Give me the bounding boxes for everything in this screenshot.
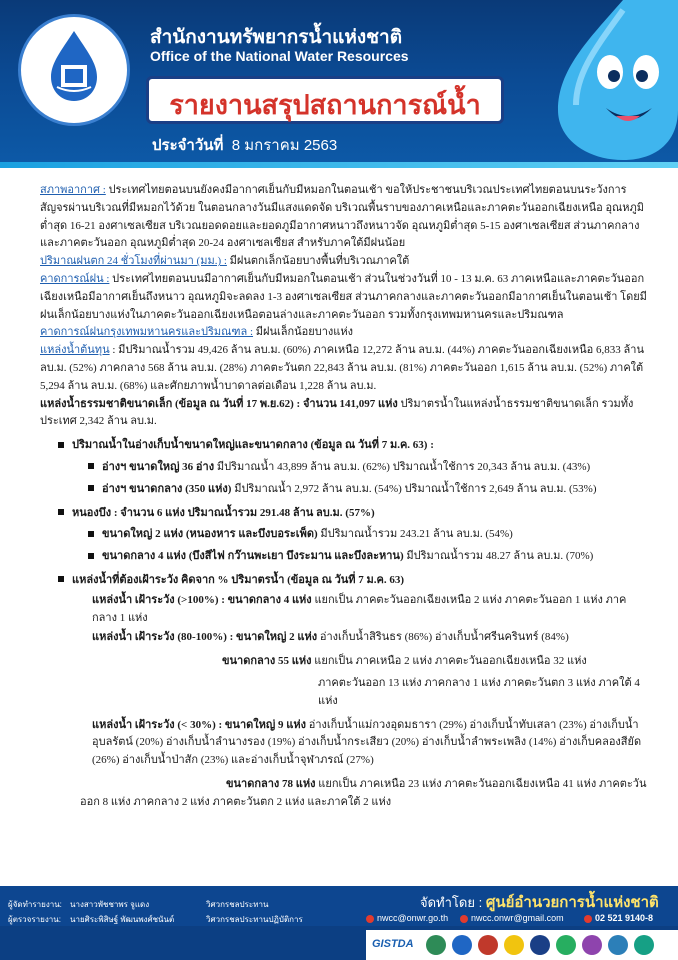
partner-logo-icon (452, 935, 472, 955)
prepared-by-label: ผู้จัดทำรายงาน: (8, 900, 62, 909)
source-water-text: : มีปริมาณน้ำรวม 49,426 ล้าน ลบ.ม. (60%) ภาคเหนือ 12,272 ล้าน ลบ.ม. (44%) ภาคตะวันออกเฉียงเหนือ 6,833 ล้าน ลบ.ม. (52%) ภาคกลาง 568 ล้าน ลบ.ม. (28%) ภาคตะวันตก 22,843 ล้าน ลบ.ม. (81%) ภาคตะวันออก 1,615 ล้าน ลบ.ม. (52%) ภาคใต้ 5,294 ล้าน ลบ.ม. (68%) และศักยภาพน้ำบาดาลต่อเดือน 1,228 ล้าน ลบ.ม. (40, 344, 644, 392)
swamp-medium-item (40, 548, 648, 566)
small-water-label: แหล่งน้ำธรรมชาติขนาดเล็ก (ข้อมูล ณ วันที่ 17 พ.ย.62) : จำนวน 141,097 แห่ง (40, 397, 398, 410)
watch-over100-label: แหล่งน้ำ เฝ้าระวัง (>100%) : ขนาดกลาง 4 แห่ง (92, 593, 312, 606)
email-icon (366, 915, 374, 923)
partner-logo-icon (478, 935, 498, 955)
partner-logos (366, 930, 678, 960)
source-water-paragraph (40, 342, 648, 395)
swamp-large-text: มีปริมาณน้ำรวม 243.21 ล้าน ลบ.ม. (54%) (317, 528, 513, 541)
watch-under30-medium-label: ขนาดกลาง 78 แห่ง (226, 777, 316, 790)
report-title-box (146, 76, 504, 124)
bkk-forecast-paragraph (40, 324, 648, 342)
water-drop-mascot-icon (528, 0, 678, 160)
org-name-thai: สำนักงานทรัพยากรน้ำแห่งชาติ (150, 27, 403, 48)
email-contact-1 (366, 913, 448, 923)
watch-80-100-medium (40, 653, 648, 671)
watch-under30-medium-text: แยกเป็น ภาคเหนือ 23 แห่ง ภาคตะวันออกเฉียงเหนือ 41 แห่ง ภาคตะวันออก 8 แห่ง ภาคกลาง 2 แห่ง ภาคตะวันตก 2 แห่ง และภาคใต้ 2 แห่ง (80, 777, 647, 808)
watch-80-100-medium-text: แยกเป็น ภาคเหนือ 2 แห่ง ภาคตะวันออกเฉียงเหนือ 32 แห่ง (311, 655, 587, 668)
org-name: ศูนย์อำนวยการน้ำแห่งชาติ (485, 894, 659, 911)
weather-paragraph (40, 182, 648, 253)
email-contact-2 (460, 913, 564, 923)
report-header (0, 0, 678, 168)
watch-under30-medium (40, 776, 648, 812)
square-bullet-icon (58, 442, 64, 448)
checked-by-label: ผู้ตรวจรายงาน: (8, 915, 61, 924)
reservoir-medium-item (40, 481, 648, 499)
email-icon (460, 915, 468, 923)
phone-icon (584, 915, 592, 923)
onwr-logo (18, 14, 130, 126)
partner-logo-icon (582, 935, 602, 955)
prepared-by-role: วิศวกรชลประทาน (206, 900, 269, 909)
org-name-english: Office of the National Water Resources (150, 48, 409, 64)
reservoir-large-text: มีปริมาณน้ำ 43,899 ล้าน ลบ.ม. (62%) ปริมาณน้ำใช้การ 20,343 ล้าน ลบ.ม. (43%) (214, 460, 591, 473)
partner-logo-icon (504, 935, 524, 955)
date-value: 8 มกราคม 2563 (231, 137, 338, 154)
bullet-reservoirs (40, 437, 648, 455)
watch-under30 (40, 717, 648, 770)
watch-under30-label: แหล่งน้ำ เฝ้าระวัง (< 30%) : ขนาดใหญ่ 9 แห่ง (92, 718, 306, 731)
forecast-text: ประเทศไทยตอนบนมีอากาศเย็นกับมีหมอกในตอนเช้า ส่วนในช่วงวันที่ 10 - 13 ม.ค. 63 ภาคเหนือและภาคตะวันออกเฉียงเหนือมีอากาศเย็นถึงหนาว อุณหภูมิจะลดลง 1-3 องศาเซลเซียส ส่วนภาคกลางและภาคตะวันออกมีอากาศเย็นในตอนเช้า โดยมีฝนเล็กน้อยบางแห่งในภาคตะวันออกเฉียงเหนือตอนล่างและภาคตะวันออก รวมทั้งกรุงเทพมหานครและปริมณฑล (40, 272, 647, 321)
footer-org (420, 890, 659, 914)
partner-logo-icon (608, 935, 628, 955)
rain24-paragraph (40, 253, 648, 271)
bullet-watch (40, 572, 648, 590)
bkk-forecast-label: คาดการณ์ฝนกรุงเทพมหานครและปริมณฑล : (40, 326, 254, 339)
email2-text: nwcc.onwr@gmail.com (471, 913, 564, 923)
phone-text: 02 521 9140-8 (595, 913, 654, 923)
swamp-large-item (40, 526, 648, 544)
watch-over100 (40, 592, 648, 628)
partner-logo-icon (634, 935, 654, 955)
gistda-logo: GISTDA (372, 938, 414, 950)
partner-logo-icon (426, 935, 446, 955)
weather-label: สภาพอากาศ : (40, 184, 106, 196)
swamp-medium-label: ขนาดกลาง 4 แห่ง (บึงสีไฟ กว๊านพะเยา บึงระมาน และบึงละหาน) (102, 550, 404, 563)
phone-contact (584, 913, 653, 923)
square-bullet-icon (58, 576, 64, 582)
prepared-by-name: นางสาวพัชชาพร จูแดง (70, 900, 150, 909)
checked-by-role: วิศวกรชลประทานปฏิบัติการ (206, 915, 303, 924)
reservoir-large-label: อ่างฯ ขนาดใหญ่ 36 อ่าง (102, 460, 215, 473)
watch-80-100-label: แหล่งน้ำ เฝ้าระวัง (80-100%) : ขนาดใหญ่ 2 แห่ง (92, 631, 318, 644)
date-label: ประจำวันที่ (152, 137, 224, 154)
swamp-medium-text: มีปริมาณน้ำรวม 48.27 ล้าน ลบ.ม. (70%) (403, 550, 594, 563)
source-water-label: แหล่งน้ำต้นทุน (40, 344, 110, 357)
report-footer (0, 886, 678, 960)
watch-over100-text: แยกเป็น ภาคตะวันออกเฉียงเหนือ 2 แห่ง ภาคตะวันออก 1 แห่ง ภาคกลาง 1 แห่ง (92, 593, 627, 624)
square-bullet-icon (88, 485, 94, 491)
report-title: รายงานสรุปสถานการณ์น้ำ (169, 90, 481, 120)
report-date (152, 133, 337, 157)
org-prefix: จัดทำโดย : (420, 895, 483, 910)
reservoir-medium-label: อ่างฯ ขนาดกลาง (350 แห่ง) (102, 482, 232, 495)
small-water-text: ปริมาตรน้ำในแหล่งน้ำธรรมชาติขนาดเล็ก รวมทั้งประเทศ 2,342 ล้าน ลบ.ม. (40, 397, 634, 428)
email1-text: nwcc@onwr.go.th (377, 913, 449, 923)
square-bullet-icon (58, 509, 64, 515)
square-bullet-icon (88, 463, 94, 469)
watch-80-100 (40, 629, 648, 647)
watch-80-100-medium-cont (40, 675, 648, 711)
forecast-label: คาดการณ์ฝน : (40, 272, 110, 285)
reservoir-large-item (40, 459, 648, 477)
partner-logo-icon (530, 935, 550, 955)
reservoir-medium-text: มีปริมาณน้ำ 2,972 ล้าน ลบ.ม. (54%) ปริมาณน้ำใช้การ 2,649 ล้าน ลบ.ม. (53%) (231, 482, 597, 495)
rain24-label: ปริมาณฝนตก 24 ชั่วโมงที่ผ่านมา (มม.) : (40, 255, 227, 268)
weather-text: ประเทศไทยตอนบนยังคงมีอากาศเย็นกับมีหมอกในตอนเช้า ขอให้ประชาชนบริเวณประเทศไทยตอนบนระวังการสัญจรผ่านบริเวณที่มีหมอกไว้ด้วย ในตอนกลางวันมีแสงแดดจัด บริเวณพื้นราบของภาคเหนือและภาคตะวันออกเฉียงเหนือ อุณหภูมิต่ำสุด 16-21 องศาเซลเซียส บริเวณยอดดอยและยอดภูมีอากาศหนาวถึงหนาวจัด อุณหภูมิต่ำสุด 5-15 องศาเซลเซียส ส่วนภาคกลางและภาคตะวันออก อุณหภูมิต่ำสุด 20-24 องศาเซลเซียส สำหรับภาคใต้มีฝนน้อย (40, 184, 645, 250)
watch-under30-text: อ่างเก็บน้ำแม่กวงอุดมธารา (29%) อ่างเก็บน้ำทับเสลา (23%) อ่างเก็บน้ำอุบลรัตน์ (20%) อ่างเก็บน้ำลำนางรอง (19%) อ่างเก็บน้ำกระเสียว (20%) อ่างเก็บน้ำลำพระเพลิง (14%) อ่างเก็บคลองสียัด (26%) อ่างเก็บน้ำป่าสัก (23%) และอ่างเก็บน้ำจุฬาภรณ์ (27%) (92, 718, 642, 767)
watch-80-100-medium-label: ขนาดกลาง 55 แห่ง (222, 655, 312, 668)
watch-80-100-medium-cont-text: ภาคตะวันออก 13 แห่ง ภาคกลาง 1 แห่ง ภาคตะวันตก 3 แห่ง ภาคใต้ 4 แห่ง (318, 676, 640, 707)
watch-80-100-text: อ่างเก็บน้ำสิรินธร (86%) อ่างเก็บน้ำศรีนครินทร์ (84%) (317, 631, 569, 644)
bullet-swamps (40, 505, 648, 523)
partner-logo-icon (556, 935, 576, 955)
bullet-watch-text: แหล่งน้ำที่ต้องเฝ้าระวัง คิดจาก % ปริมาตรน้ำ (ข้อมูล ณ วันที่ 7 ม.ค. 63) (72, 573, 405, 586)
rain24-text: มีฝนตกเล็กน้อยบางพื้นที่บริเวณภาคใต้ (226, 255, 410, 268)
square-bullet-icon (88, 531, 94, 537)
checked-by-name: นายศิระพิสิษฐ์ พัฒนพงศ์ชนันต์ (70, 915, 175, 924)
small-water-paragraph (40, 396, 648, 432)
swamp-large-label: ขนาดใหญ่ 2 แห่ง (หนองหาร และบึงบอระเพ็ด) (102, 528, 318, 541)
bkk-forecast-text: มีฝนเล็กน้อยบางแห่ง (253, 326, 353, 339)
bullet-swamps-text: หนองบึง : จำนวน 6 แห่ง ปริมาณน้ำรวม 291.48 ล้าน ลบ.ม. (57%) (72, 506, 375, 519)
square-bullet-icon (88, 553, 94, 559)
forecast-paragraph (40, 271, 648, 324)
report-body (40, 182, 648, 812)
bullet-reservoirs-text: ปริมาณน้ำในอ่างเก็บน้ำขนาดใหญ่และขนาดกลาง (ข้อมูล ณ วันที่ 7 ม.ค. 63) : (72, 439, 434, 452)
